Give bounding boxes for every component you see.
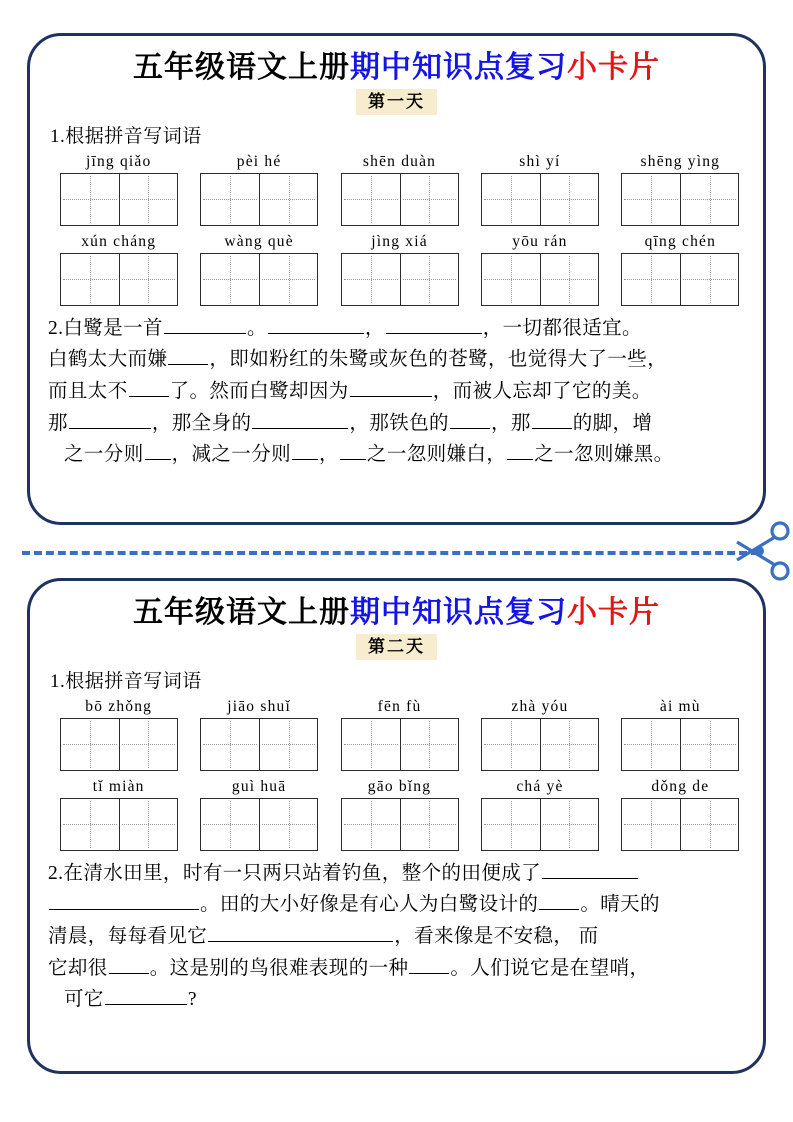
answer-blank[interactable] [268, 313, 364, 334]
fill-in-paragraph [48, 858, 745, 1016]
knowledge-card-day-two [27, 578, 766, 1074]
tianzige-box[interactable] [481, 173, 599, 226]
answer-blank[interactable] [386, 313, 482, 334]
paragraph-line: 它却很 。这是别的鸟很难表现的一种 。人们说它是在望哨， [48, 953, 745, 985]
section-heading-pinyin: 1.根据拼音写词语 [50, 125, 202, 147]
knowledge-card-day-one [27, 33, 766, 525]
tianzige-cell[interactable] [540, 254, 598, 305]
paragraph-line: 清晨，每每看见它 ，看来像是不安稳， 而 [48, 921, 745, 953]
tianzige-box[interactable] [481, 718, 599, 771]
tianzige-cell[interactable] [119, 719, 177, 770]
tianzige-cell[interactable] [342, 174, 400, 225]
tianzige-cell[interactable] [622, 799, 680, 850]
tianzige-box[interactable] [200, 253, 318, 306]
pinyin-label: wàng què [224, 232, 294, 250]
pinyin-item [194, 152, 323, 226]
card-title-grade: 五年级语文上册 [133, 51, 350, 84]
answer-blank[interactable] [542, 858, 638, 879]
tianzige-cell[interactable] [400, 799, 458, 850]
pinyin-row [48, 152, 745, 226]
pinyin-item [54, 232, 183, 306]
answer-blank[interactable] [168, 345, 208, 366]
tianzige-box[interactable] [200, 718, 318, 771]
pinyin-label: guì huā [231, 777, 287, 795]
paragraph-line: 之一分则 ，减之一分则 ， 之一忽则嫌白， 之一忽则嫌黑。 [48, 439, 745, 471]
paragraph-line: 2.在清水田里，时有一只两只站着钓鱼，整个的田便成了 [48, 858, 745, 890]
tianzige-box[interactable] [60, 253, 178, 306]
tianzige-cell[interactable] [622, 719, 680, 770]
card-title [48, 595, 745, 632]
tianzige-cell[interactable] [680, 799, 738, 850]
paragraph-line: 而且太不 了。然而白鹭却因为 ，而被人忘却了它的美。 [48, 376, 745, 408]
tianzige-cell[interactable] [201, 254, 259, 305]
answer-blank[interactable] [105, 984, 187, 1005]
pinyin-row [48, 777, 745, 851]
pinyin-item [335, 697, 464, 771]
pinyin-label: yōu rán [512, 232, 568, 250]
pinyin-label: tǐ miàn [92, 777, 145, 795]
answer-blank[interactable] [145, 439, 171, 460]
pinyin-item [335, 152, 464, 226]
tianzige-cell[interactable] [201, 799, 259, 850]
card-title [48, 50, 745, 87]
tianzige-cell[interactable] [259, 719, 317, 770]
day-badge-row [48, 89, 745, 115]
page-bottom-margin [0, 1078, 793, 1122]
card-title-topic: 期中知识点复习 [350, 596, 567, 629]
tianzige-cell[interactable] [482, 799, 540, 850]
pinyin-item [475, 777, 604, 851]
tianzige-cell[interactable] [622, 174, 680, 225]
tianzige-cell[interactable] [119, 254, 177, 305]
tianzige-cell[interactable] [119, 799, 177, 850]
tianzige-cell[interactable] [482, 254, 540, 305]
pinyin-row [48, 697, 745, 771]
tianzige-cell[interactable] [61, 719, 119, 770]
card-title-grade: 五年级语文上册 [133, 596, 350, 629]
pinyin-label: xún cháng [81, 232, 157, 250]
answer-blank[interactable] [539, 890, 579, 911]
day-badge-row [48, 634, 745, 660]
tianzige-cell[interactable] [540, 719, 598, 770]
tianzige-cell[interactable] [342, 719, 400, 770]
answer-blank[interactable] [252, 408, 348, 429]
tianzige-box[interactable] [481, 798, 599, 851]
pinyin-label: pèi hé [236, 152, 282, 170]
pinyin-label: bō zhǒng [85, 697, 153, 715]
tianzige-box[interactable] [341, 798, 459, 851]
pinyin-item [616, 152, 745, 226]
paragraph-line: 。田的大小好像是有心人为白鹭设计的 。晴天的 [48, 889, 745, 921]
cut-divider-line [22, 551, 759, 555]
tianzige-cell[interactable] [482, 174, 540, 225]
answer-blank[interactable] [69, 408, 151, 429]
tianzige-cell[interactable] [482, 719, 540, 770]
card-title-suffix: 小卡片 [567, 51, 660, 84]
pinyin-label: ài mù [659, 697, 701, 715]
tianzige-cell[interactable] [680, 254, 738, 305]
tianzige-cell[interactable] [342, 799, 400, 850]
pinyin-label: shì yí [519, 152, 561, 170]
section-heading-pinyin: 1.根据拼音写词语 [50, 670, 202, 692]
tianzige-cell[interactable] [259, 254, 317, 305]
pinyin-item [335, 777, 464, 851]
pinyin-item [475, 152, 604, 226]
tianzige-cell[interactable] [680, 719, 738, 770]
pinyin-item [335, 232, 464, 306]
tianzige-box[interactable] [621, 173, 739, 226]
tianzige-cell[interactable] [540, 799, 598, 850]
tianzige-box[interactable] [621, 798, 739, 851]
pinyin-label: jìng xiá [371, 232, 428, 250]
answer-blank[interactable] [49, 890, 199, 911]
answer-blank[interactable] [340, 439, 366, 460]
paragraph-line: 白鹤太大而嫌 ，即如粉红的朱鹭或灰色的苍鹭，也觉得大了一些， [48, 344, 745, 376]
tianzige-cell[interactable] [622, 254, 680, 305]
card-title-suffix: 小卡片 [567, 596, 660, 629]
day-badge: 第二天 [356, 634, 437, 660]
pinyin-item [616, 697, 745, 771]
tianzige-box[interactable] [200, 798, 318, 851]
pinyin-label: chá yè [516, 777, 564, 795]
pinyin-label: jiāo shuǐ [227, 697, 291, 715]
answer-blank[interactable] [507, 439, 533, 460]
tianzige-cell[interactable] [259, 174, 317, 225]
pinyin-item [475, 697, 604, 771]
pinyin-item [194, 697, 323, 771]
pinyin-item [194, 232, 323, 306]
answer-blank[interactable] [532, 408, 572, 429]
answer-blank[interactable] [350, 376, 432, 397]
tianzige-cell[interactable] [680, 174, 738, 225]
tianzige-cell[interactable] [342, 254, 400, 305]
pinyin-item [194, 777, 323, 851]
tianzige-cell[interactable] [119, 174, 177, 225]
tianzige-box[interactable] [60, 798, 178, 851]
tianzige-cell[interactable] [61, 799, 119, 850]
tianzige-box[interactable] [60, 173, 178, 226]
paragraph-line: 那 ，那全身的 ，那铁色的 ，那 的脚，增 [48, 408, 745, 440]
answer-blank[interactable] [409, 953, 449, 974]
pinyin-label: shēn duàn [362, 152, 437, 170]
pinyin-label: jīng qiǎo [85, 152, 152, 170]
tianzige-cell[interactable] [61, 254, 119, 305]
tianzige-box[interactable] [341, 253, 459, 306]
pinyin-label: gāo bǐng [367, 777, 432, 795]
pinyin-label: qīng chén [644, 232, 717, 250]
pinyin-item [475, 232, 604, 306]
answer-blank[interactable] [129, 376, 169, 397]
tianzige-box[interactable] [60, 718, 178, 771]
paragraph-line: 可它 ? [48, 984, 745, 1016]
tianzige-cell[interactable] [400, 719, 458, 770]
tianzige-cell[interactable] [201, 719, 259, 770]
tianzige-box[interactable] [341, 173, 459, 226]
tianzige-cell[interactable] [400, 254, 458, 305]
tianzige-box[interactable] [621, 253, 739, 306]
pinyin-row [48, 232, 745, 306]
pinyin-label: zhà yóu [511, 697, 569, 715]
tianzige-cell[interactable] [259, 799, 317, 850]
answer-blank[interactable] [164, 313, 246, 334]
pinyin-label: dǒng de [651, 777, 710, 795]
pinyin-label: fēn fù [377, 697, 422, 715]
tianzige-box[interactable] [341, 718, 459, 771]
answer-blank[interactable] [208, 921, 393, 942]
tianzige-box[interactable] [200, 173, 318, 226]
tianzige-box[interactable] [481, 253, 599, 306]
pinyin-item [616, 232, 745, 306]
tianzige-cell[interactable] [540, 174, 598, 225]
pinyin-item [54, 152, 183, 226]
tianzige-cell[interactable] [400, 174, 458, 225]
pinyin-item [54, 777, 183, 851]
tianzige-cell[interactable] [201, 174, 259, 225]
answer-blank[interactable] [292, 439, 318, 460]
scissors-icon [733, 520, 791, 582]
paragraph-line: 2.白鹭是一首 。 ， ，一切都很适宜。 [48, 313, 745, 345]
day-badge: 第一天 [356, 89, 437, 115]
fill-in-paragraph [48, 313, 745, 471]
pinyin-label: shēng yìng [640, 152, 721, 170]
tianzige-box[interactable] [621, 718, 739, 771]
tianzige-cell[interactable] [61, 174, 119, 225]
pinyin-item [616, 777, 745, 851]
card-title-topic: 期中知识点复习 [350, 51, 567, 84]
pinyin-item [54, 697, 183, 771]
answer-blank[interactable] [109, 953, 149, 974]
answer-blank[interactable] [450, 408, 490, 429]
